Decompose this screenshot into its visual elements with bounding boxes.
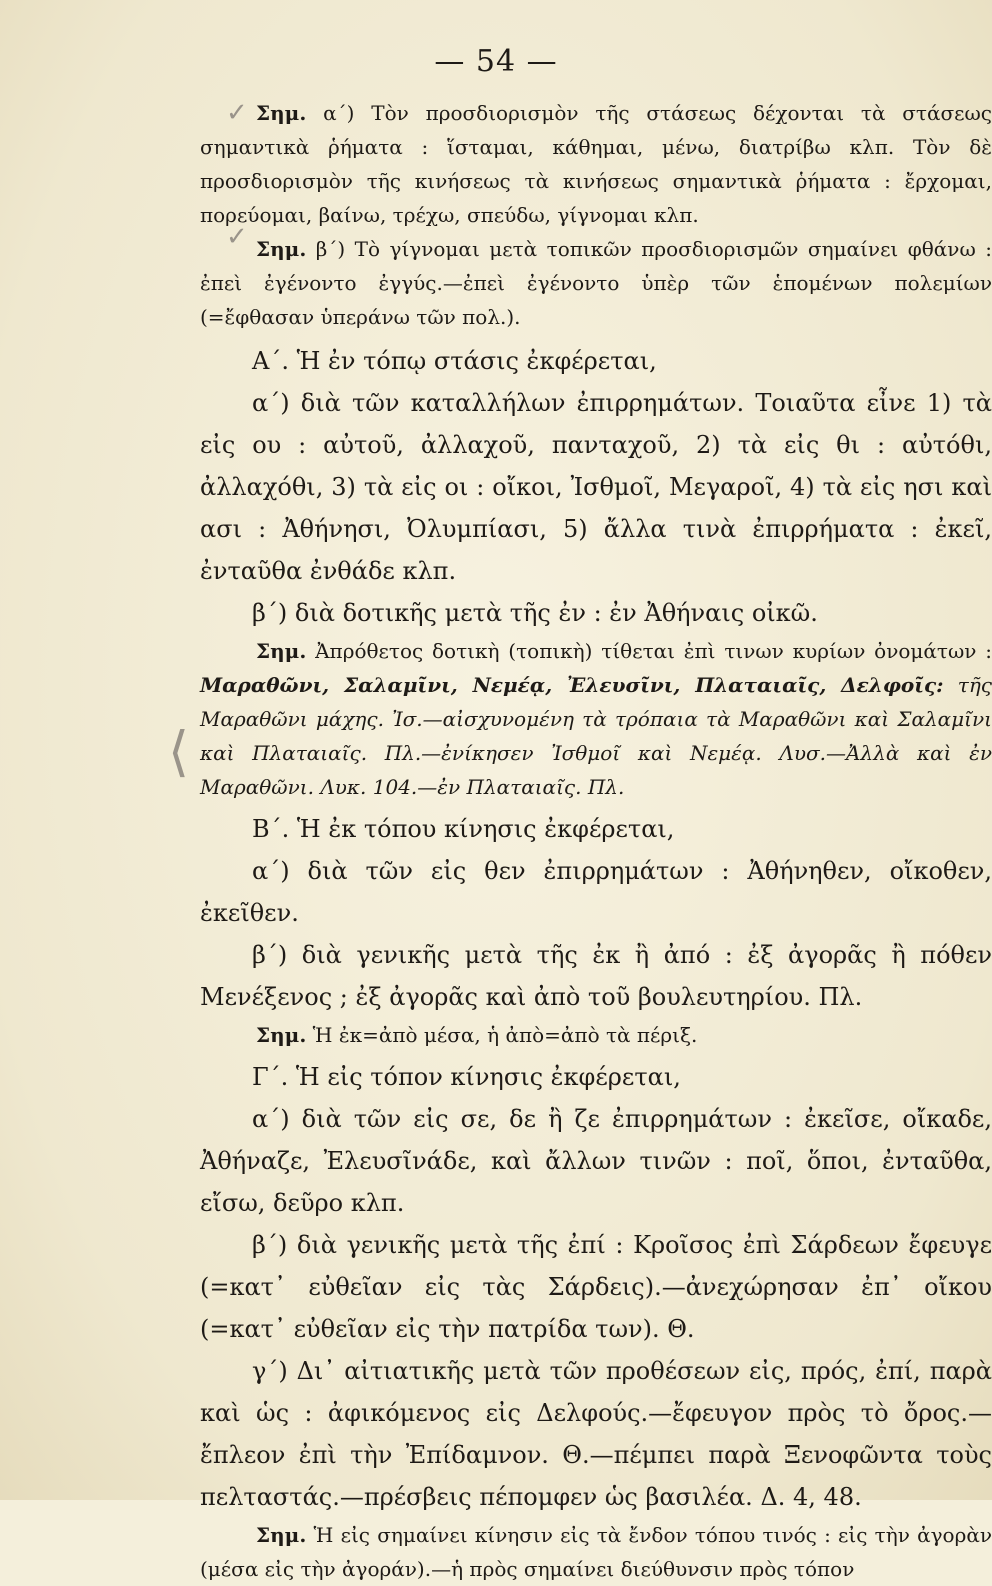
section-b-note [200,1018,992,1052]
note-label: Σημ. [256,1523,307,1547]
note-examples: τῆς Μαραθῶνι μάχης. Ἰσ.—αἰσχυνομένη τὰ τρόπαια τὰ Μαραθῶνι καὶ Σαλαμῖνι καὶ Πλαταιαῖς. Πλ.—ἐνίκησεν Ἰσθμοῖ καὶ Νεμέᾳ. Λυσ.—Ἀλλὰ καὶ ἐν Μαραθῶνι. Λυκ. 104.—ἐν Πλαταιαῖς. Πλ. [200,673,992,799]
section-g-heading: Γ΄. Ἡ εἰς τόπον κίνησις ἐκφέρεται, [252,1063,681,1091]
note-text: Ἡ ἐκ=ἀπὸ μέσα, ἡ ἀπὸ=ἀπὸ τὰ πέριξ. [312,1023,698,1047]
section-a-item-b: β΄) διὰ δοτικῆς μετὰ τῆς ἐν : ἐν Ἀθήναις οἰκῶ. [252,599,818,627]
note-1 [200,96,992,232]
page-body [200,96,992,1586]
section-b-item-a: α΄) διὰ τῶν εἰς θεν ἐπιρρημάτων : Ἀθήνηθεν, οἴκοθεν, ἐκεῖθεν. [200,857,992,927]
section-g-item-c: γ΄) Δι᾽ αἰτιατικῆς μετὰ τῶν προθέσεων εἰς, πρός, ἐπί, παρὰ καὶ ὡς : ἀφικόμενος εἰς Δελφούς.—ἔφευγον πρὸς τὸ ὄρος.—ἔπλεον ἐπὶ τὴν Ἐπίδαμνον. Θ.—πέμπει παρὰ Ξενοφῶντα τοὺς πελταστάς.—πρέσβεις πέπομφεν ὡς βασιλέα. Δ. 4, 48. [200,1357,992,1511]
section-b-heading: Β΄. Ἡ ἐκ τόπου κίνησις ἐκφέρεται, [252,815,675,843]
section-g-item-a: α΄) διὰ τῶν εἰς σε, δε ἢ ζε ἐπιρρημάτων : ἐκεῖσε, οἴκαδε, Ἀθήναζε, Ἐλευσῖνάδε, καὶ ἄλλων τινῶν : ποῖ, ὅποι, ἐνταῦθα, εἴσω, δεῦρο κλπ. [200,1105,992,1217]
note-text: α΄) Τὸν προσδιορισμὸν τῆς στάσεως δέχονται τὰ στάσεως σημαντικὰ ῥήματα : ἵσταμαι, κάθημαι, μένω, διατρίβω κλπ. Τὸν δὲ προσδιορισμὸν τῆς κινήσεως τὰ κινήσεως σημαντικὰ ῥήματα : ἔρχομαι, πορεύομαι, βαίνω, τρέχω, σπεύδω, γίγνομαι κλπ. [200,101,992,227]
note-2 [200,232,992,334]
section-a-item-a: α΄) διὰ τῶν καταλλήλων ἐπιρρημάτων. Τοιαῦτα εἶνε 1) τὰ εἰς ου : αὐτοῦ, ἀλλαχοῦ, πανταχοῦ, 2) τὰ εἰς θι : αὐτόθι, ἀλλαχόθι, 3) τὰ εἰς οι : οἴκοι, Ἰσθμοῖ, Μεγαροῖ, 4) τὰ εἰς ησι καὶ ασι : Ἀθήνησι, Ὀλυμπίασι, 5) ἄλλα τινὰ ἐπιρρήματα : ἐκεῖ, ἐνταῦθα ἐνθάδε κλπ. [200,389,992,585]
note-text: Ἡ εἰς σημαίνει κίνησιν εἰς τὰ ἔνδον τόπου τινός : εἰς τὴν ἀγορὰν (μέσα εἰς τὴν ἀγοράν).—ἡ πρὸς σημαίνει διεύθυνσιν πρὸς τόπον [200,1523,992,1581]
section-a-note [200,634,992,804]
note-place-names: Μαραθῶνι, Σαλαμῖνι, Νεμέᾳ, Ἐλευσῖνι, Πλαταιαῖς, Δελφοῖς: [200,673,944,697]
section-g-item-b: β΄) διὰ γενικῆς μετὰ τῆς ἐπί : Κροῖσος ἐπὶ Σάρδεων ἔφευγε (=κατ᾽ εὐθεῖαν εἰς τὰς Σάρδεις).—ἀνεχώρησαν ἐπ᾽ οἴκου (=κατ᾽ εὐθεῖαν εἰς τὴν πατρίδα των). Θ. [200,1231,992,1343]
note-label: Σημ. [256,237,307,261]
page-number: — 54 — [434,44,558,79]
note-label: Σημ. [256,101,307,125]
section-g-note [200,1518,992,1586]
note-label: Σημ. [256,1023,307,1047]
section-a-heading: Α΄. Ἡ ἐν τόπῳ στάσις ἐκφέρεται, [252,347,657,375]
pencil-mark-icon: ✓ [226,222,248,252]
section-b-item-b: β΄) διὰ γενικῆς μετὰ τῆς ἐκ ἢ ἀπό : ἐξ ἀγορᾶς ἢ πόθεν Μενέξενος ; ἐξ ἀγορᾶς καὶ ἀπὸ τοῦ βουλευτηρίου. Πλ. [200,941,992,1011]
note-text: Ἀπρόθετος δοτικὴ (τοπικὴ) τίθεται ἐπὶ τινων κυρίων ὀνομάτων : [315,639,992,663]
bracket-mark-icon: ⟨ [168,720,190,783]
pencil-mark-icon: ✓ [226,98,248,128]
note-label: Σημ. [256,639,307,663]
note-text: β΄) Τὸ γίγνομαι μετὰ τοπικῶν προσδιορισμῶν σημαίνει φθάνω : ἐπεὶ ἐγένοντο ἐγγύς.—ἐπεὶ ἐγένοντο ὑπὲρ τῶν ἑπομένων πολεμίων (=ἔφθασαν ὑπεράνω τῶν πολ.). [200,237,992,329]
